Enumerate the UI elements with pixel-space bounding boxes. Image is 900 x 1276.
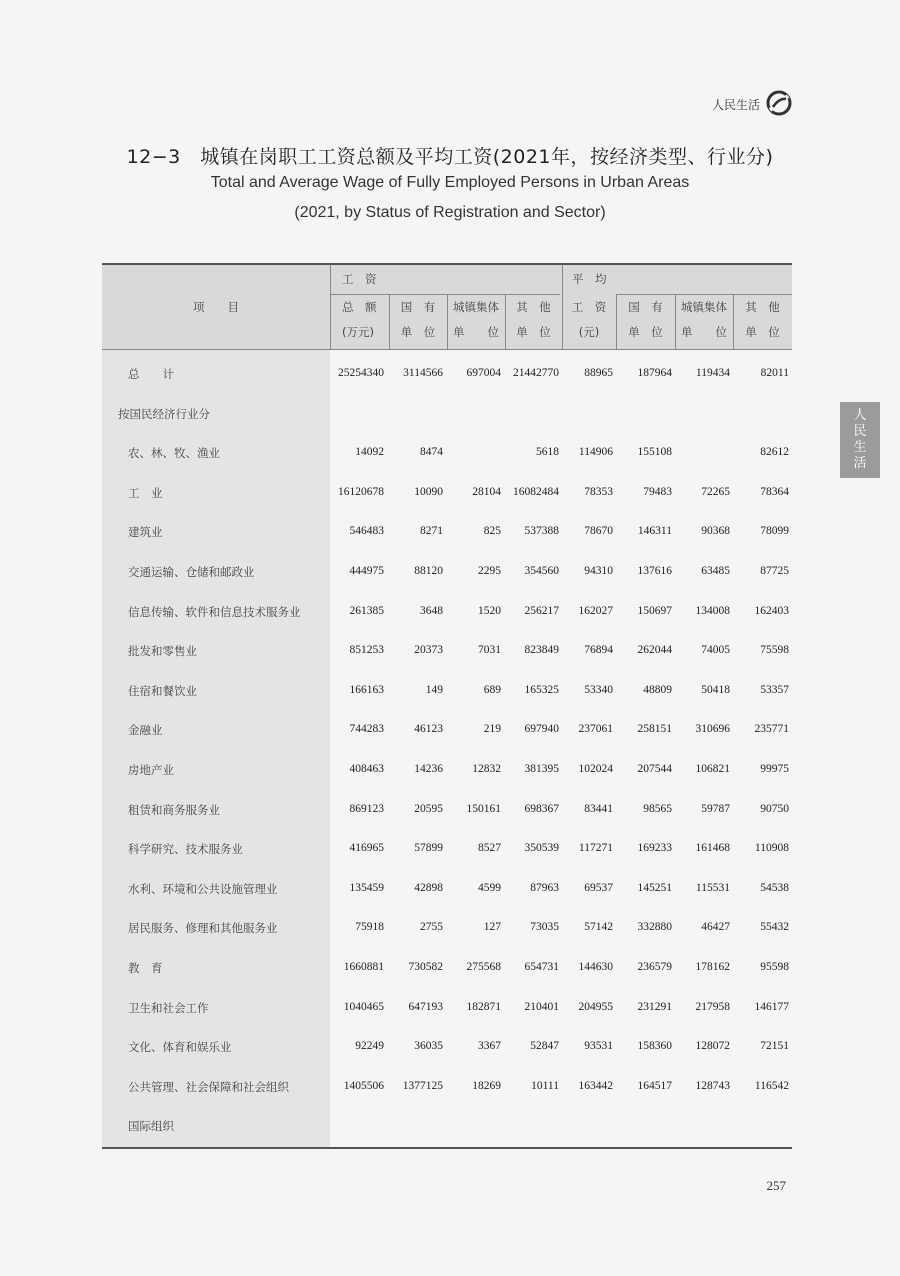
cell-value: 92249: [355, 1040, 384, 1053]
cell-value: 4599: [478, 881, 501, 894]
cell-value: 537388: [524, 525, 559, 538]
table-row: [102, 960, 792, 980]
cell-value: 78099: [760, 525, 789, 538]
table-row: [102, 1118, 792, 1138]
row-label: 卫生和社会工作: [128, 1000, 209, 1015]
cell-value: 117271: [578, 842, 613, 855]
cell-value: 90750: [760, 802, 789, 815]
header-divider: [330, 294, 560, 295]
row-label: 公共管理、社会保障和社会组织: [128, 1079, 289, 1094]
cell-value: 78670: [584, 525, 613, 538]
cell-value: 54538: [760, 881, 789, 894]
cell-value: 102024: [578, 763, 613, 775]
cell-value: 258151: [637, 723, 672, 736]
cell-value: 25254340: [338, 367, 384, 379]
cell-value: 237061: [578, 723, 613, 736]
cell-value: 262044: [637, 644, 672, 657]
header-other-unit: 单 位: [516, 325, 551, 339]
cell-value: 169233: [637, 842, 672, 855]
cell-value: 1520: [478, 604, 501, 617]
table-row: [102, 683, 792, 703]
cell-value: 94310: [584, 565, 613, 577]
page-number: 257: [766, 1178, 786, 1193]
cell-value: 83441: [584, 802, 613, 815]
cell-value: 1405506: [343, 1079, 384, 1092]
cell-value: 137616: [637, 565, 672, 577]
cell-value: 75918: [355, 921, 384, 934]
cell-value: 1660881: [343, 961, 384, 973]
cell-value: 162027: [578, 604, 613, 617]
cell-value: 74005: [701, 644, 730, 657]
header-average-wage: 工 资: [571, 300, 607, 314]
cell-value: 256217: [524, 604, 559, 617]
section-side-tab: [840, 402, 880, 478]
cell-value: 210401: [524, 1000, 559, 1013]
header-group-total-wage: 工 资: [342, 272, 377, 286]
cell-value: 155108: [637, 446, 672, 459]
cell-value: 217958: [695, 1000, 730, 1013]
cell-value: 128072: [695, 1040, 730, 1053]
cell-value: 87725: [760, 565, 789, 577]
cell-value: 53357: [760, 683, 789, 696]
row-label: 文化、体育和娱乐业: [128, 1040, 232, 1055]
row-label: 房地产业: [128, 763, 174, 777]
cell-value: 50418: [701, 683, 730, 696]
cell-value: 59787: [701, 802, 730, 815]
header-collective: 城镇集体: [453, 300, 499, 314]
cell-value: 55432: [760, 921, 789, 934]
cell-value: 8474: [420, 446, 443, 459]
side-tab-char: 民: [853, 424, 867, 439]
cell-value: 350539: [524, 842, 559, 855]
cell-value: 98565: [643, 802, 672, 815]
cell-value: 12832: [472, 763, 501, 775]
cell-value: 178162: [695, 961, 730, 973]
row-label: 农、林、牧、渔业: [128, 446, 220, 461]
table-row: [102, 762, 792, 782]
cell-value: 144630: [578, 961, 613, 973]
cell-value: 93531: [584, 1040, 613, 1053]
row-label: 总 计: [128, 367, 174, 381]
cell-value: 88120: [414, 565, 443, 577]
cell-value: 869123: [349, 802, 384, 815]
cell-value: 161468: [695, 842, 730, 855]
table-row: [102, 881, 792, 901]
cell-value: 825: [483, 525, 501, 538]
cell-value: 158360: [637, 1040, 672, 1053]
cell-value: 744283: [349, 723, 384, 736]
table-row: [102, 524, 792, 544]
cell-value: 10111: [531, 1079, 559, 1092]
cell-value: 88965: [584, 367, 613, 379]
cell-value: 110908: [754, 842, 789, 855]
cell-value: 3648: [420, 604, 443, 617]
table-row: [102, 1039, 792, 1059]
table-row: [102, 406, 792, 426]
table-title-chinese: 12−3 城镇在岗职工工资总额及平均工资(2021年，按经济类型、行业分): [126, 146, 774, 168]
cell-value: 127: [483, 921, 501, 934]
header-avg-other: 其 他: [745, 300, 780, 314]
row-label: 租赁和商务服务业: [128, 802, 220, 817]
header-average-unit: (元): [578, 325, 600, 339]
side-tab-char: 生: [853, 440, 867, 455]
cell-value: 72265: [701, 485, 730, 498]
header-bottom-rule: [102, 349, 792, 350]
cell-value: 354560: [524, 565, 559, 577]
table-row: [102, 722, 792, 742]
cell-value: 187964: [637, 367, 672, 379]
cell-value: 2295: [478, 565, 501, 577]
cell-value: 75598: [760, 644, 789, 657]
cell-value: 182871: [466, 1000, 501, 1013]
cell-value: 207544: [637, 763, 672, 775]
cell-value: 546483: [349, 525, 384, 538]
cell-value: 235771: [754, 723, 789, 736]
table-title-english-line1: Total and Average Wage of Fully Employed Persons in Urban Areas: [210, 174, 690, 191]
cell-value: 76894: [584, 644, 613, 657]
cell-value: 16082484: [513, 485, 559, 498]
cell-value: 150697: [637, 604, 672, 617]
cell-value: 99975: [760, 763, 789, 775]
cell-value: 16120678: [338, 485, 384, 498]
cell-value: 78364: [760, 485, 789, 498]
header-avg-collective: 城镇集体: [681, 300, 727, 314]
side-tab-char: 人: [853, 408, 867, 423]
cell-value: 689: [483, 683, 501, 696]
row-label: 居民服务、修理和其他服务业: [128, 921, 278, 936]
cell-value: 46427: [701, 921, 730, 934]
cell-value: 231291: [637, 1000, 672, 1013]
table-row: [102, 1079, 792, 1099]
cell-value: 69537: [584, 881, 613, 894]
table-row: [102, 564, 792, 584]
cell-value: 72151: [760, 1040, 789, 1053]
cell-value: 851253: [349, 644, 384, 657]
cell-value: 135459: [349, 881, 384, 894]
cell-value: 7031: [478, 644, 501, 657]
cell-value: 10090: [414, 485, 443, 498]
cell-value: 87963: [530, 881, 559, 894]
cell-value: 697940: [524, 723, 559, 736]
cell-value: 332880: [637, 921, 672, 934]
cell-value: 20595: [414, 802, 443, 815]
cell-value: 166163: [349, 683, 384, 696]
cell-value: 3367: [478, 1040, 501, 1053]
cell-value: 46123: [414, 723, 443, 736]
cell-value: 82011: [760, 367, 789, 379]
table-row: [102, 366, 792, 386]
header-divider: [330, 265, 331, 349]
row-label: 批发和零售业: [128, 644, 197, 659]
cell-value: 261385: [349, 604, 384, 617]
row-label: 建筑业: [128, 525, 163, 540]
cell-value: 57899: [414, 842, 443, 855]
cell-value: 48809: [643, 683, 672, 696]
row-label: 住宿和餐饮业: [128, 683, 197, 698]
cell-value: 73035: [530, 921, 559, 934]
cell-value: 114906: [578, 446, 613, 459]
cell-value: 647193: [408, 1000, 443, 1013]
row-label: 教 育: [128, 961, 163, 975]
cell-value: 444975: [349, 565, 384, 577]
cell-value: 134008: [695, 604, 730, 617]
cell-value: 21442770: [513, 367, 559, 379]
cell-value: 20373: [414, 644, 443, 657]
cell-value: 90368: [701, 525, 730, 538]
cell-value: 63485: [701, 565, 730, 577]
cell-value: 119434: [695, 367, 730, 379]
header-avg-other-unit: 单 位: [745, 325, 780, 339]
table-bottom-rule: [102, 1147, 792, 1149]
cell-value: 42898: [414, 881, 443, 894]
cell-value: 2755: [420, 921, 443, 934]
cell-value: 14092: [355, 446, 384, 459]
cell-value: 36035: [414, 1040, 443, 1053]
cell-value: 416965: [349, 842, 384, 855]
cell-value: 697004: [466, 367, 501, 379]
header-collective-unit: 单 位: [453, 325, 499, 339]
row-label: 工 业: [128, 485, 163, 500]
table-title-english-line2: (2021, by Status of Registration and Sector): [294, 204, 606, 221]
cell-value: 8527: [478, 842, 501, 855]
cell-value: 204955: [578, 1000, 613, 1013]
running-head: 人民生活: [711, 98, 760, 112]
row-label: 金融业: [128, 723, 163, 738]
cell-value: 698367: [524, 802, 559, 815]
cell-value: 163442: [578, 1079, 613, 1092]
table-row: [102, 920, 792, 940]
cell-value: 115531: [695, 881, 730, 894]
cell-value: 95598: [760, 961, 789, 973]
cell-value: 149: [425, 683, 443, 696]
header-divider: [616, 294, 792, 295]
cell-value: 8271: [420, 525, 443, 538]
table-row: [102, 604, 792, 624]
cell-value: 53340: [584, 683, 613, 696]
cell-value: 236579: [637, 961, 672, 973]
table-row: [102, 1000, 792, 1020]
cell-value: 823849: [524, 644, 559, 657]
table-row: [102, 445, 792, 465]
cell-value: 310696: [695, 723, 730, 736]
cell-value: 128743: [695, 1079, 730, 1092]
header-avg-state: 国 有: [628, 300, 663, 314]
cell-value: 1377125: [402, 1079, 443, 1092]
cell-value: 18269: [472, 1079, 501, 1092]
cell-value: 3114566: [403, 367, 443, 379]
table-row: [102, 802, 792, 822]
cell-value: 28104: [472, 485, 501, 498]
cell-value: 275568: [466, 961, 501, 973]
row-label: 国际组织: [128, 1119, 174, 1134]
header-state-unit: 单 位: [400, 325, 436, 339]
header-total-unit: (万元): [342, 325, 374, 339]
cell-value: 79483: [643, 485, 672, 498]
cell-value: 5618: [536, 446, 559, 459]
cell-value: 78353: [584, 485, 613, 498]
header-total-amount: 总 额: [342, 300, 377, 314]
table-top-rule: [102, 263, 792, 265]
cell-value: 106821: [695, 763, 730, 775]
cell-value: 162403: [754, 604, 789, 617]
header-other: 其 他: [516, 300, 551, 314]
cell-value: 146311: [637, 525, 672, 538]
row-label: 交通运输、仓储和邮政业: [128, 565, 255, 579]
row-label: 科学研究、技术服务业: [128, 842, 243, 857]
header-item: 项 目: [193, 300, 239, 314]
table-row: [102, 841, 792, 861]
cell-value: 52847: [530, 1040, 559, 1053]
side-tab-char: 活: [853, 456, 867, 471]
header-avg-state-unit: 单 位: [628, 325, 663, 339]
cell-value: 150161: [466, 802, 501, 815]
header-group-average-wage: 平 均: [572, 272, 607, 286]
cell-value: 145251: [637, 881, 672, 894]
cell-value: 57142: [584, 921, 613, 934]
cell-value: 14236: [414, 763, 443, 775]
cell-value: 164517: [637, 1079, 672, 1092]
header-state: 国 有: [400, 300, 436, 314]
cell-value: 219: [483, 723, 501, 736]
cell-value: 146177: [754, 1000, 789, 1013]
table-stub-shade: [102, 349, 330, 1147]
cell-value: 381395: [524, 763, 559, 775]
header-avg-collective-unit: 单 位: [681, 325, 727, 339]
cell-value: 730582: [408, 961, 443, 973]
cell-value: 408463: [349, 763, 384, 775]
table-row: [102, 485, 792, 505]
row-label: 按国民经济行业分: [118, 406, 210, 421]
table-row: [102, 643, 792, 663]
cell-value: 82612: [760, 446, 789, 459]
row-label: 信息传输、软件和信息技术服务业: [128, 604, 301, 619]
cell-value: 165325: [524, 683, 559, 696]
statistics-logo-icon: [764, 88, 794, 118]
cell-value: 116542: [754, 1079, 789, 1092]
row-label: 水利、环境和公共设施管理业: [128, 881, 278, 896]
wage-table: [102, 263, 792, 1149]
cell-value: 654731: [524, 961, 559, 973]
cell-value: 1040465: [343, 1000, 384, 1013]
